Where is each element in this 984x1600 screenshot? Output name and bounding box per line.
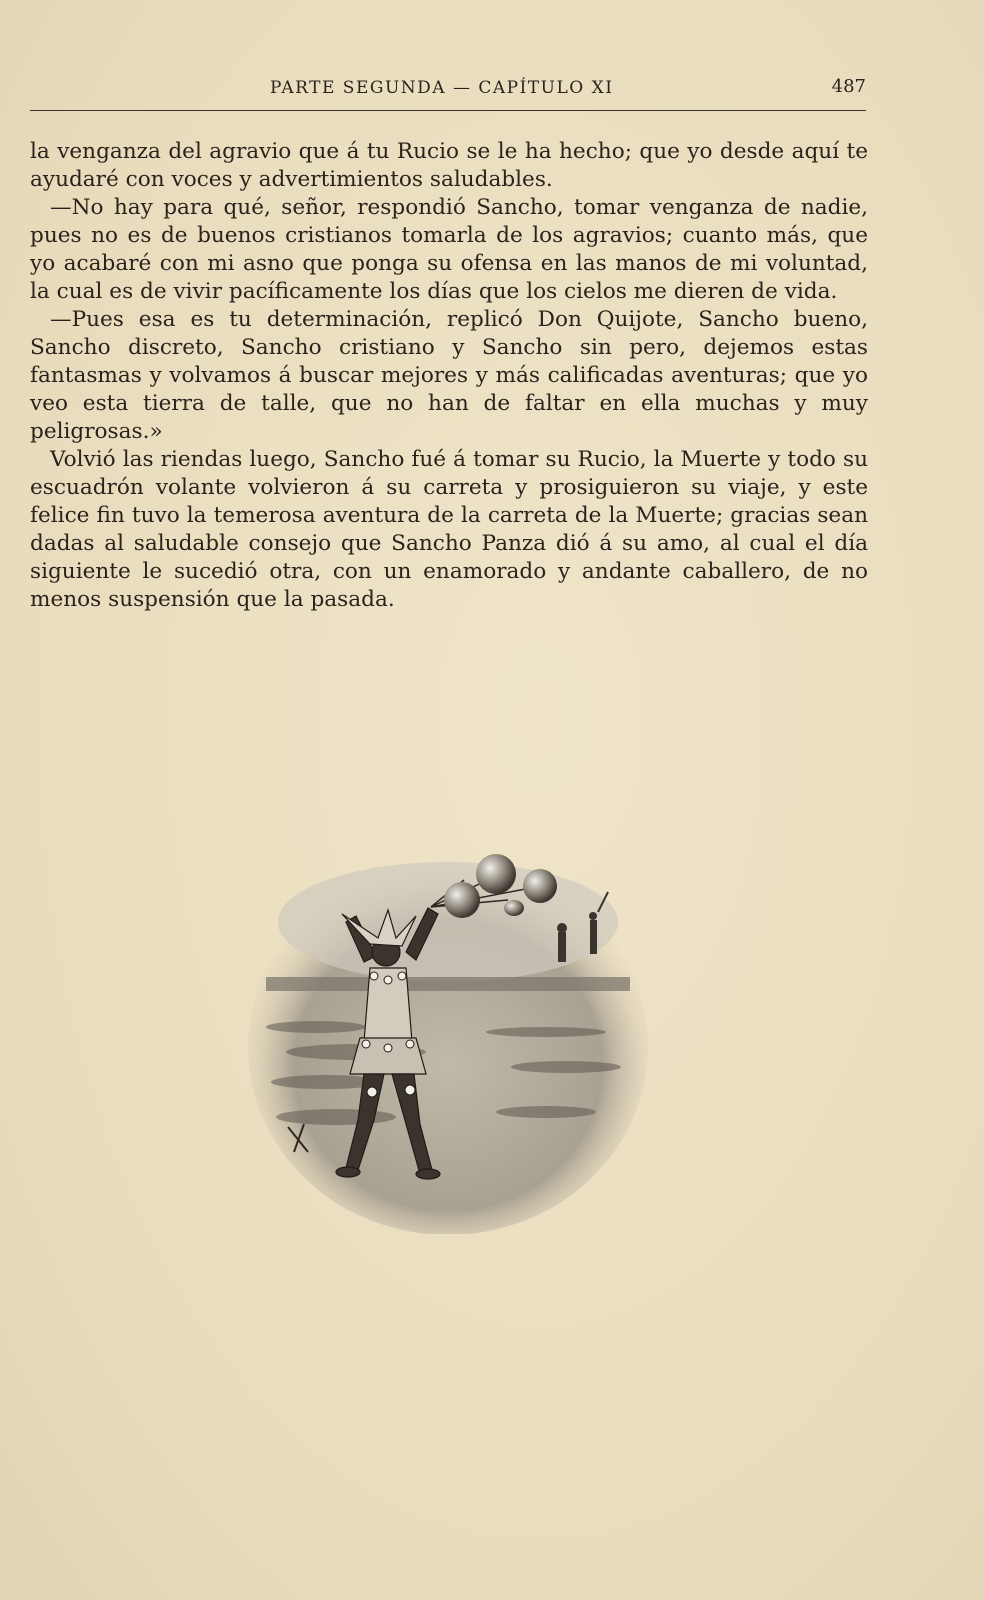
- paragraph-1: la venganza del agravio que á tu Rucio se le ha hecho; que yo desde aquí te ayudaré con voces y advertimientos saludables.: [30, 139, 868, 192]
- running-title: PARTE SEGUNDA — CAPÍTULO XI: [270, 78, 614, 98]
- paragraph-3: —Pues esa es tu determinación, replicó Don Quijote, Sancho bueno, Sancho discreto, Sancho cristiano y Sancho sin pero, dejemos estas fantasmas y volvamos á buscar mejores y más calificadas aventuras; que yo veo esta tierra de talle, que no han de faltar en ella muchas y muy peligrosas.»: [30, 307, 868, 444]
- header-rule: [30, 110, 866, 111]
- page-number: 487: [831, 76, 866, 97]
- body-text: [30, 138, 868, 614]
- paragraph-2: —No hay para qué, señor, respondió Sancho, tomar venganza de nadie, pues no es de buenos cristianos tomarla de los agravios; cuanto más, que yo acabaré con mi asno que ponga su ofensa en las manos de mi voluntad, la cual es de vivir pacíficamente los días que los cielos me dieren de vida.: [30, 195, 868, 304]
- running-head: [30, 78, 866, 102]
- jester-illustration: [246, 852, 650, 1234]
- jester-with-balloons-illustration: [246, 852, 650, 1234]
- paragraph-4: Volvió las riendas luego, Sancho fué á tomar su Rucio, la Muerte y todo su escuadrón volante volvieron á su carreta y prosiguieron su viaje, y este felice fin tuvo la temerosa aventura de la carreta de la Muerte; gracias sean dadas al saludable consejo que Sancho Panza dió á su amo, al cual el día siguiente le sucedió otra, con un enamorado y andante caballero, de no menos suspensión que la pasada.: [30, 447, 868, 612]
